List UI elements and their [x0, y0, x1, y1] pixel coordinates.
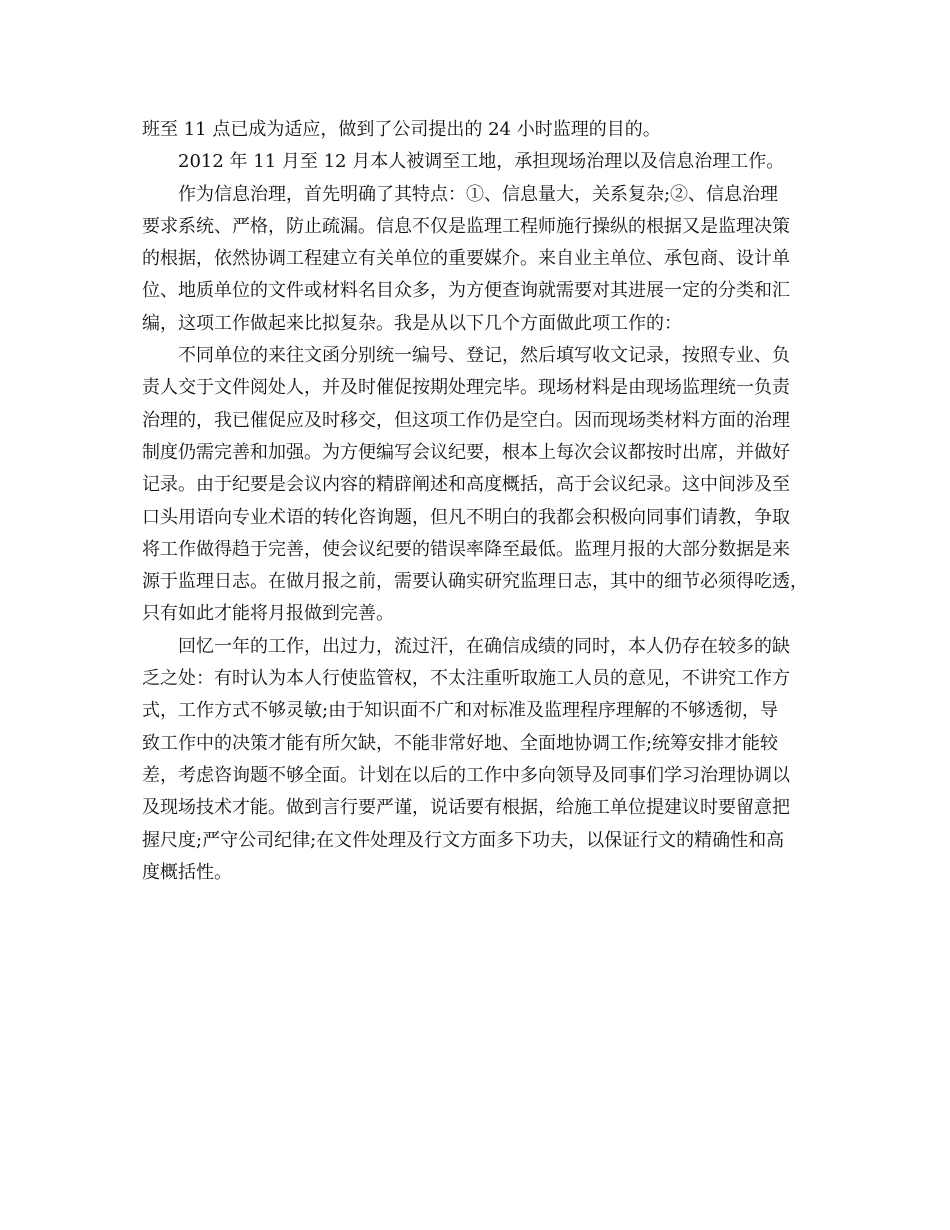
- text-line: 度概括性。: [142, 861, 232, 883]
- text-line: 记录。由于纪要是会议内容的精辟阐述和高度概括，高于会议纪录。这中间涉及至: [142, 474, 790, 496]
- text-line: 2012 年 11 月至 12 月本人被调至工地，承担现场治理以及信息治理工作。: [178, 151, 785, 173]
- text-line: 只有如此才能将月报做到完善。: [142, 603, 394, 625]
- paragraph-2: [142, 146, 812, 178]
- text-line: 制度仍需完善和加强。为方便编写会议纪要，根本上每次会议都按时出席，并做好: [142, 441, 790, 463]
- text-line: 差，考虑咨询题不够全面。计划在以后的工作中多向领导及同事们学习治理协调以: [142, 764, 790, 786]
- text-line: 责人交于文件阅处人，并及时催促按期处理完毕。现场材料是由现场监理统一负责: [142, 377, 790, 399]
- text-line: 回忆一年的工作，出过力，流过汗，在确信成绩的同时，本人仍存在较多的缺: [178, 635, 790, 657]
- text-line: 口头用语向专业术语的转化咨询题，但凡不明白的我都会积极向同事们请教，争取: [142, 506, 790, 528]
- text-line: 握尺度;严守公司纪律;在文件处理及行文方面多下功夫，以保证行文的精确性和高: [142, 829, 785, 851]
- text-line: 位、地质单位的文件或材料名目众多，为方便查询就需要对其进展一定的分类和汇: [142, 280, 790, 302]
- text-line: 治理的，我已催促应及时移交，但这项工作仍是空白。因而现场类材料方面的治理: [142, 409, 790, 431]
- text-line: 的根据，依然协调工程建立有关单位的重要媒介。来自业主单位、承包商、设计单: [142, 248, 790, 270]
- text-line: 作为信息治理，首先明确了其特点：①、信息量大，关系复杂;②、信息治理: [178, 183, 779, 205]
- text-line: 将工作做得趋于完善，使会议纪要的错误率降至最低。监理月报的大部分数据是来: [142, 538, 790, 560]
- text-line: 班至 11 点已成为适应，做到了公司提出的 24 小时监理的目的。: [142, 119, 661, 140]
- document-body: [142, 114, 812, 889]
- paragraph-1: [142, 114, 812, 146]
- text-line: 式，工作方式不够灵敏;由于知识面不广和对标准及监理程序理解的不够透彻，导: [142, 700, 779, 722]
- text-line: 编，这项工作做起来比拟复杂。我是从以下几个方面做此项工作的：: [142, 312, 682, 334]
- text-line: 不同单位的来往文函分别统一编号、登记，然后填写收文记录，按照专业、负: [178, 345, 790, 367]
- paragraph-3: [142, 179, 812, 340]
- text-line: 乏之处：有时认为本人行使监管权，不太注重听取施工人员的意见，不讲究工作方: [142, 668, 790, 690]
- paragraph-4: [142, 340, 812, 631]
- text-line: 及现场技术才能。做到言行要严谨，说话要有根据，给施工单位提建议时要留意把: [142, 797, 790, 819]
- text-line: 致工作中的决策才能有所欠缺，不能非常好地、全面地协调工作;统筹安排才能较: [142, 732, 779, 754]
- text-line: 源于监理日志。在做月报之前，需要认确实研究监理日志，其中的细节必须得吃透，: [142, 571, 808, 593]
- text-line: 要求系统、严格，防止疏漏。信息不仅是监理工程师施行操纵的根据又是监理决策: [142, 215, 790, 237]
- paragraph-5: [142, 631, 812, 889]
